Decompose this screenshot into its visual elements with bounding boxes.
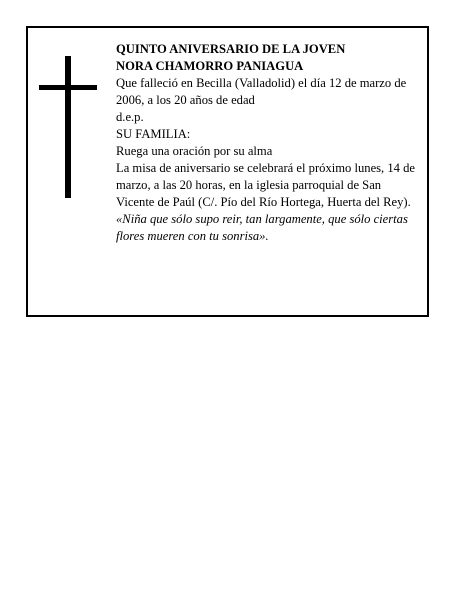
notice-title-line-1: QUINTO ANIVERSARIO DE LA JOVEN: [116, 42, 346, 56]
dep-text: d.e.p.: [116, 110, 144, 124]
memorial-quote: «Niña que sólo supo reir, tan largamente, que sólo ciertas flores mueren con tu sonrisa».: [116, 212, 408, 243]
cross-icon: [39, 56, 97, 198]
mass-info: La misa de aniversario se celebrará el próximo lunes, 14 de marzo, a las 20 horas, en la iglesia parroquial de San Vicente de Paúl (C/. Pío del Río Hortega, Huerta del Rey).: [116, 161, 415, 209]
prayer-text: Ruega una oración por su alma: [116, 144, 273, 158]
death-info: Que falleció en Becilla (Valladolid) el día 12 de marzo de 2006, a los 20 años de edad: [116, 76, 407, 107]
obituary-notice: [26, 26, 429, 317]
cross-horizontal-bar: [39, 85, 97, 90]
notice-text-block: [116, 41, 418, 245]
family-label: SU FAMILIA:: [116, 127, 191, 141]
cross-vertical-bar: [65, 56, 71, 198]
notice-title-line-2: NORA CHAMORRO PANIAGUA: [116, 59, 304, 73]
